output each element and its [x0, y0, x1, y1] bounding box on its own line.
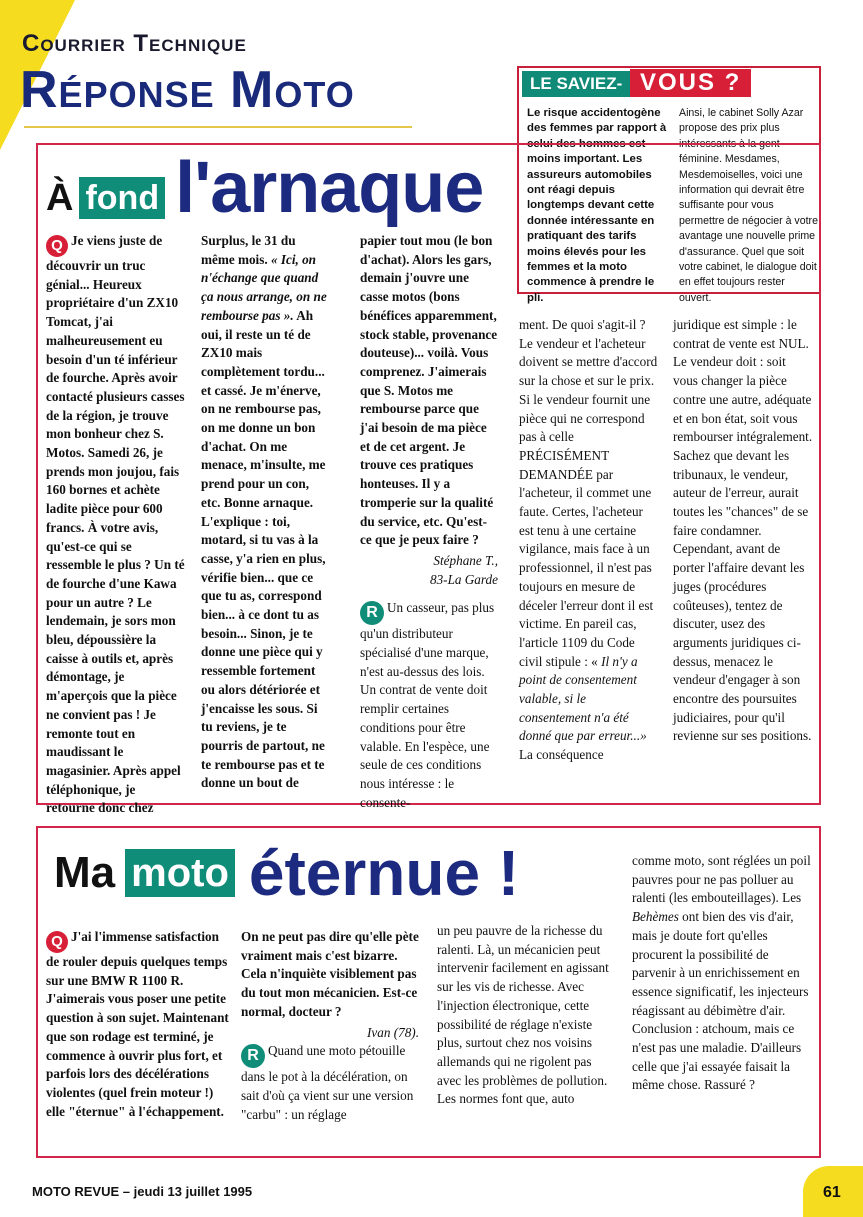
article-arnaque-title [46, 150, 483, 226]
article-arnaque-col1 [46, 232, 186, 818]
article-eternue-col4 [632, 852, 812, 1095]
article-eternue-col1 [46, 928, 232, 1121]
question-quote: « Ici, on n'échange que quand ça nous arrange, on ne rembourse pas ». [201, 251, 327, 323]
section-title: Courrier Technique [22, 30, 247, 57]
question-text-part1: Je viens juste de découvrir un truc génial... Heureux propriétaire d'un ZX10 Tomcat, j'ai malheureusement eu besoin d'un té inférieur de fourche. Après avoir contacté plusieurs casses de la région, je trouve mon bonheur chez S. Motos. Samedi 26, je prends mon joujou, fais 160 bornes et achète ladite pièce pour 600 francs. À votre avis, qu'est-ce qui se ressemble le plus ? Un té de fourche d'une Kawa pour un autre ? Le lendemain, je sors mon bleu, dépoussière la caisse à outils et, après démontage, je m'aperçois que la pièce ne convient pas ! Je remonte tout en maudissant le magasinier. Après appel téléphonique, je retourne donc chez [46, 233, 185, 816]
answer-icon: R [360, 601, 384, 625]
title-word-arnaque: l'arnaque [175, 148, 484, 228]
title-word-eternue: éternue ! [248, 837, 520, 909]
title-word-a: À [46, 177, 74, 219]
question-text-part2a: Surplus, le 31 du même mois. [201, 233, 296, 267]
did-you-know-label-a: LE SAVIEZ- [522, 71, 630, 97]
did-you-know-text-right: Ainsi, le cabinet Solly Azar propose des prix plus intéressants à la gent féminine. Mesdames, Mesdemoiselles, voici une information qui devrait être suffisante pour vous permettre de négocier à votre avantage une nouvelle prime d'assurance. Quel que soit votre cabinet, le dialogue doit en effet toujours rester ouvert. [679, 107, 818, 304]
did-you-know-text-left: Le risque accidentogène des femmes par rapport à celui des hommes est moins important. Les assureurs automobiles ont réagi depuis longtemps devant cette donnée intéressante en pratiquant des tarifs moins élevés pour les femmes et la moto commence à prendre le pli. [527, 107, 667, 304]
answer-text-part4: juridique est simple : le contrat de vente est NUL. Le vendeur doit : soit vous changer la pièce contre une autre, adéquate et en bon état, soit vous rembourser intégralement. Sachez que devant les tribunaux, le vendeur, auteur de l'erreur, aurait toutes les "chances" de se faire condamner. Cependant, avant de porter l'affaire devant les juges (procédures coûteuses), tentez de discuter, usez des arguments juridiques ci-dessus, menacez le vendeur d'engager à son encontre des poursuites judiciaires, pour qu'il revienne sur ses positions. [673, 317, 813, 744]
question-text-part2b: Ah oui, il reste un té de ZX10 mais complètement tordu... et cassé. Je m'énerve, on ne rembourse pas, on me donne un bon d'achat. On me menace, m'insulte, me prend pour un con, etc. Bonne arnaque. L'explique : toi, motard, si tu vas à la casse, y'a rien en plus, vérifie bien... que ce que tu as, correspond bien... à ce dont tu as besoin... Sinon, je te donne une pièce qui y ressemble fortement ou alors détériorée et j'encaisse les sous. Si tu reviens, je te pourris de partout, ne te rembourse pas et te donne un bout de [201, 307, 326, 791]
title-word-moto: moto [125, 849, 235, 897]
did-you-know-header [519, 68, 819, 98]
article-arnaque-col5 [673, 316, 813, 746]
question-text-part3: papier tout mou (le bon d'achat). Alors les gars, demain j'ouvre une casse motos (bons bénéfices apparemment, stock stable, provenance douteuse)... voilà. Vous comprenez. J'aimerais que S. Motos me rembourse parce que j'ai besoin de ma pièce et de cet argent. Je trouve ces pratiques honteuses. Il y a tromperie sur la qualité du service, etc. Qu'est-ce que je peux faire ? [360, 233, 498, 548]
page-number-tab [803, 1166, 863, 1217]
header-divider [24, 126, 412, 128]
question-icon: Q [46, 235, 68, 257]
question-text: J'ai l'immense satisfaction de rouler depuis quelques temps sur une BMW R 1100 R. J'aimerais vous poser une petite question à son sujet. Maintenant que son rodage est terminé, je commence à ouvrir plus fort, et parfois lors des décélérations violentes (quel frein moteur !) elle "éternue" à l'échappement. [46, 929, 229, 1119]
signature-name: Stéphane T., [433, 552, 498, 568]
footer-publication: MOTO REVUE – jeudi 13 juillet 1995 [32, 1184, 253, 1199]
answer-text-part1: Un casseur, pas plus qu'un distributeur spécialisé d'une marque, n'est au-dessus des lois. Un contrat de vente doit remplir certaines conditions pour être valable. En l'espèce, une seule de ces conditions nous intéresse : le consente- [360, 600, 495, 810]
article-arnaque-col3 [360, 232, 498, 812]
answer-text-part3: La conséquence [519, 747, 604, 763]
question-icon: Q [46, 931, 68, 953]
signature-place: 83-La Garde [429, 571, 498, 587]
article-arnaque-col4 [519, 316, 659, 765]
question-text-end: On ne peut pas dire qu'elle pète vraiment mais c'est bizarre. Cela n'inquiète visiblement pas du tout mon mécanicien. Est-ce normal, docteur ? [241, 929, 419, 1019]
bmw-nickname: Behèmes [632, 909, 679, 925]
article-eternue-col2 [241, 928, 419, 1124]
did-you-know-label-b: VOUS ? [630, 69, 751, 97]
answer-text-part4: ont bien des vis d'air, mais je doute fort qu'elles procurent la possibilité de parvenir à un enrichissement en essence significatif, les injecteurs réagissant au débimètre d'air. Conclusion : atchoum, mais ce n'est pas une maladie. D'ailleurs celle que j'ai essayée faisait la même chose. Rassuré ? [632, 909, 809, 1093]
page-number: 61 [823, 1184, 841, 1201]
signature-name: Ivan (78). [367, 1024, 419, 1040]
article-arnaque-col2 [201, 232, 329, 793]
answer-text-part3: comme moto, sont réglées un poil pauvres pour ne pas polluer au ralenti (les embouteillages). Les [632, 853, 811, 906]
answer-text-part2: ment. De quoi s'agit-il ? Le vendeur et l'acheteur doivent se mettre d'accord sur la chose et sur le prix. Si le vendeur fournit une pièce qui ne correspond pas à celle PRÉCISÉMENT DEMANDÉE par l'acheteur, il commet une faute. Certes, l'acheteur est tenu à une certaine vigilance, mais face à un professionnel, il n'est pas toujours en mesure de déceler l'erreur dont il est victime. En pareil cas, l'article 1109 du Code civil stipule : « [519, 317, 658, 669]
article-eternue-title [54, 836, 519, 910]
answer-text-part1: Quand une moto pétouille dans le pot à la décélération, on sait d'où ça vient sur une version "carbu" : un réglage [241, 1043, 414, 1122]
answer-block [241, 1042, 419, 1124]
answer-icon: R [241, 1044, 265, 1068]
page-title: Réponse Moto [20, 61, 355, 119]
answer-text-part2: un peu pauvre de la richesse du ralenti. Là, un mécanicien peut intervenir facilement en agissant sur les vis de richesse. Avec l'injection électronique, cette possibilité de réglage n'existe plus, surtout chez nos voisins allemands qui ne rigolent pas avec les problèmes de pollution. Les normes font que, auto [437, 923, 609, 1107]
title-word-ma: Ma [54, 848, 116, 897]
article-eternue-col3 [437, 922, 615, 1109]
title-word-fond: fond [79, 177, 165, 219]
answer-block [360, 599, 498, 812]
civil-code-quote: Il n'y a point de consentement valable, si le consentement n'a été donné que par erreur...» [519, 653, 647, 744]
